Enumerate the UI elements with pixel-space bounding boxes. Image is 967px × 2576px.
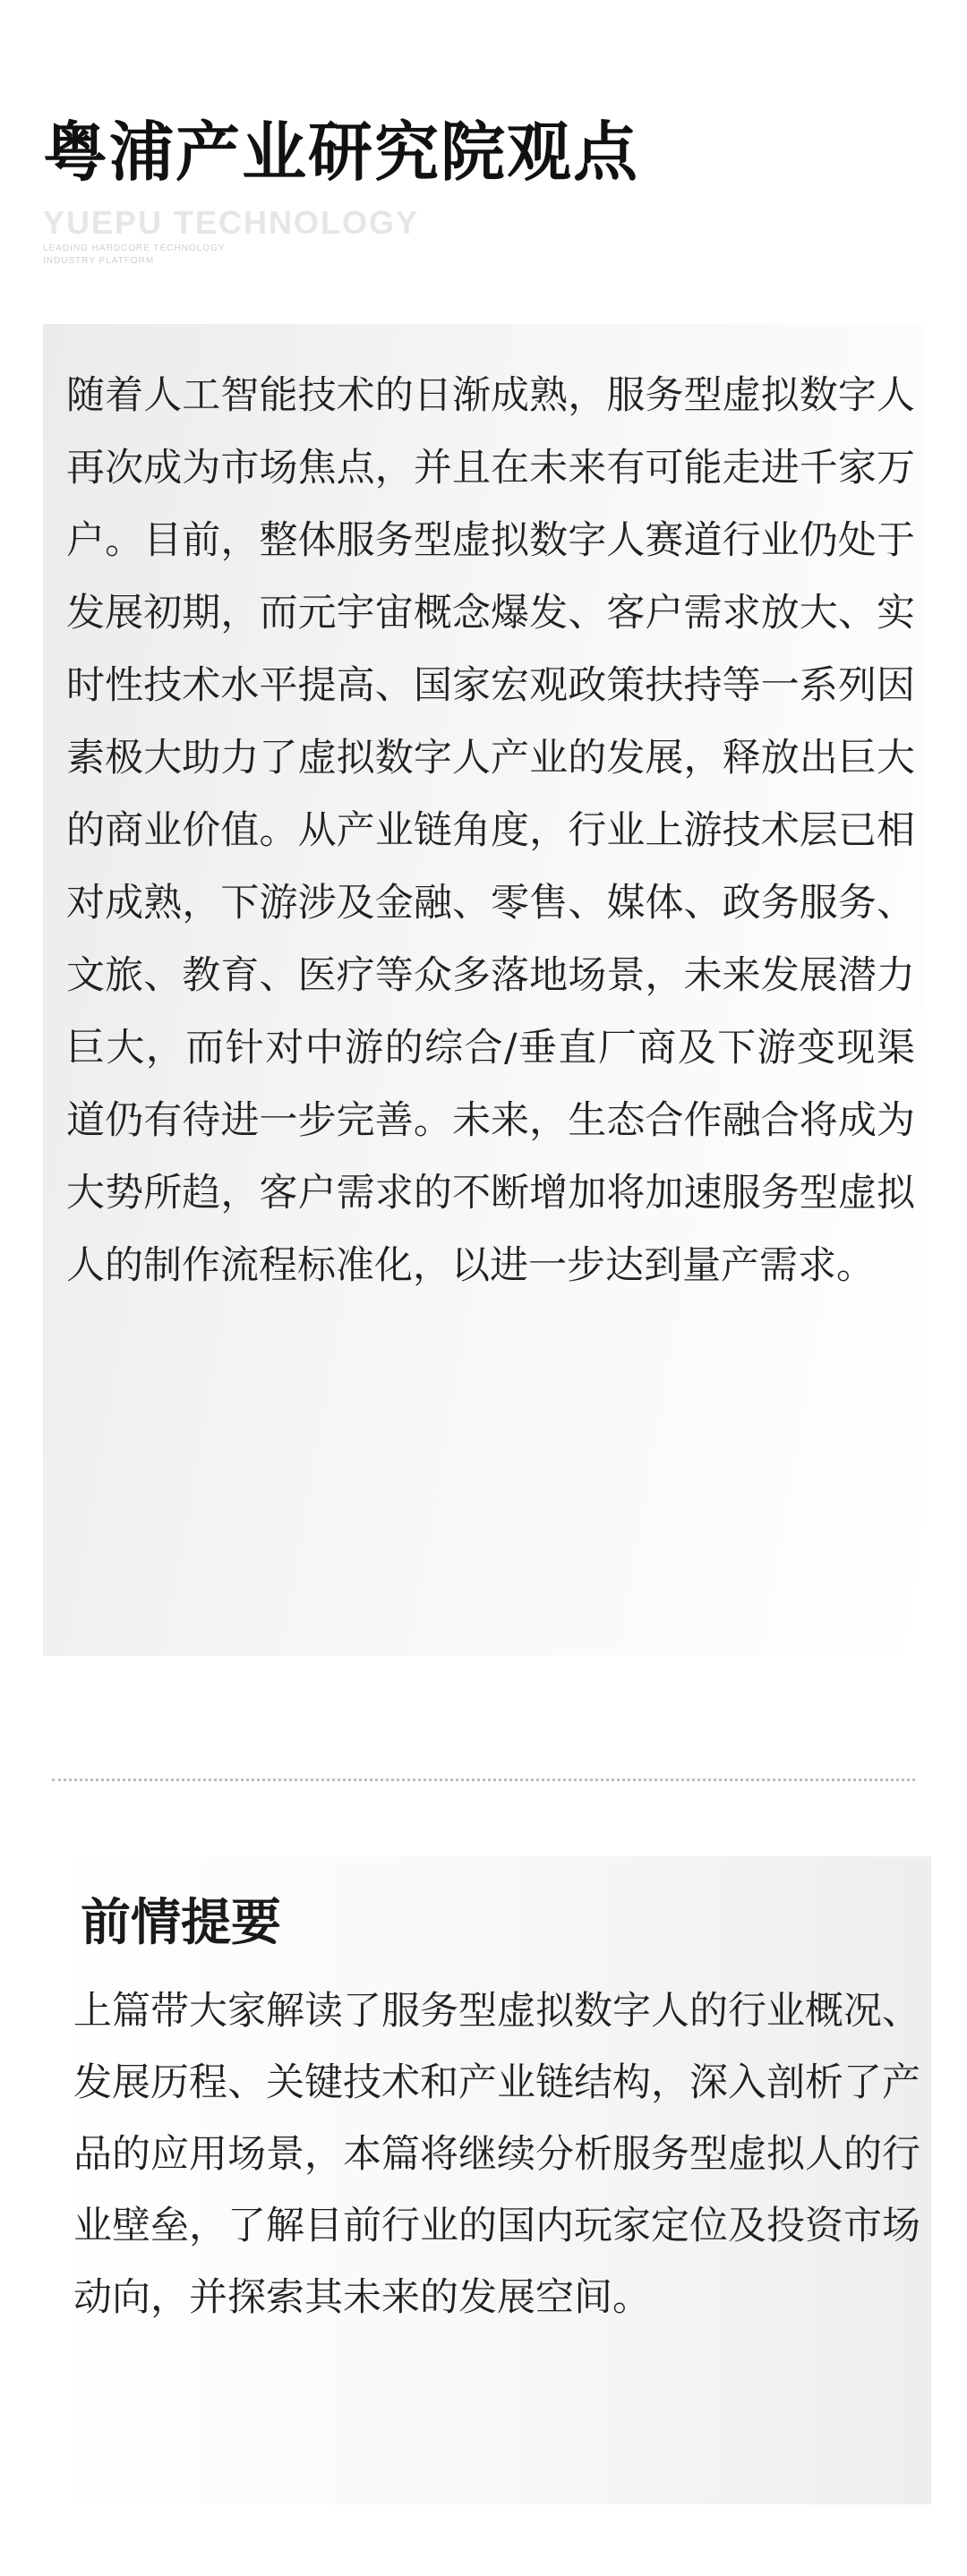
summary-heading: 前情提要 <box>81 1894 281 1952</box>
page-title: 粤浦产业研究院观点 <box>43 114 640 190</box>
dotted-divider <box>52 1778 915 1781</box>
summary-panel <box>54 1856 931 2504</box>
summary-paragraph: 上篇带大家解读了服务型虚拟数字人的行业概况、发展历程、关键技术和产业链结构，深入剖析了产品的应用场景，本篇将继续分析服务型虚拟人的行业壁垒，了解目前行业的国内玩家定位及投资市场动向，并探索其未来的发展空间。 <box>73 1989 920 2320</box>
viewpoint-panel <box>43 324 924 1656</box>
brand-tagline-line-1: LEADING HARDCORE TECHNOLOGY <box>43 243 226 253</box>
page-header <box>43 114 640 266</box>
brand-tagline-line-2: INDUSTRY PLATFORM <box>43 256 155 266</box>
brand-watermark: YUEPU TECHNOLOGY <box>43 204 420 241</box>
viewpoint-paragraph: 随着人工智能技术的日渐成熟，服务型虚拟数字人再次成为市场焦点，并且在未来有可能走进千家万户。目前，整体服务型虚拟数字人赛道行业仍处于发展初期，而元宇宙概念爆发、客户需求放大、实时性技术水平提高、国家宏观政策扶持等一系列因素极大助力了虚拟数字人产业的发展，释放出巨大的商业价值。从产业链角度，行业上游技术层已相对成熟，下游涉及金融、零售、媒体、政务服务、文旅、教育、医疗等众多落地场景，未来发展潜力巨大，而针对中游的综合/垂直厂商及下游变现渠道仍有待进一步完善。未来，生态合作融合将成为大势所趋，客户需求的不断增加将加速服务型虚拟人的制作流程标准化，以进一步达到量产需求。 <box>66 373 915 1288</box>
